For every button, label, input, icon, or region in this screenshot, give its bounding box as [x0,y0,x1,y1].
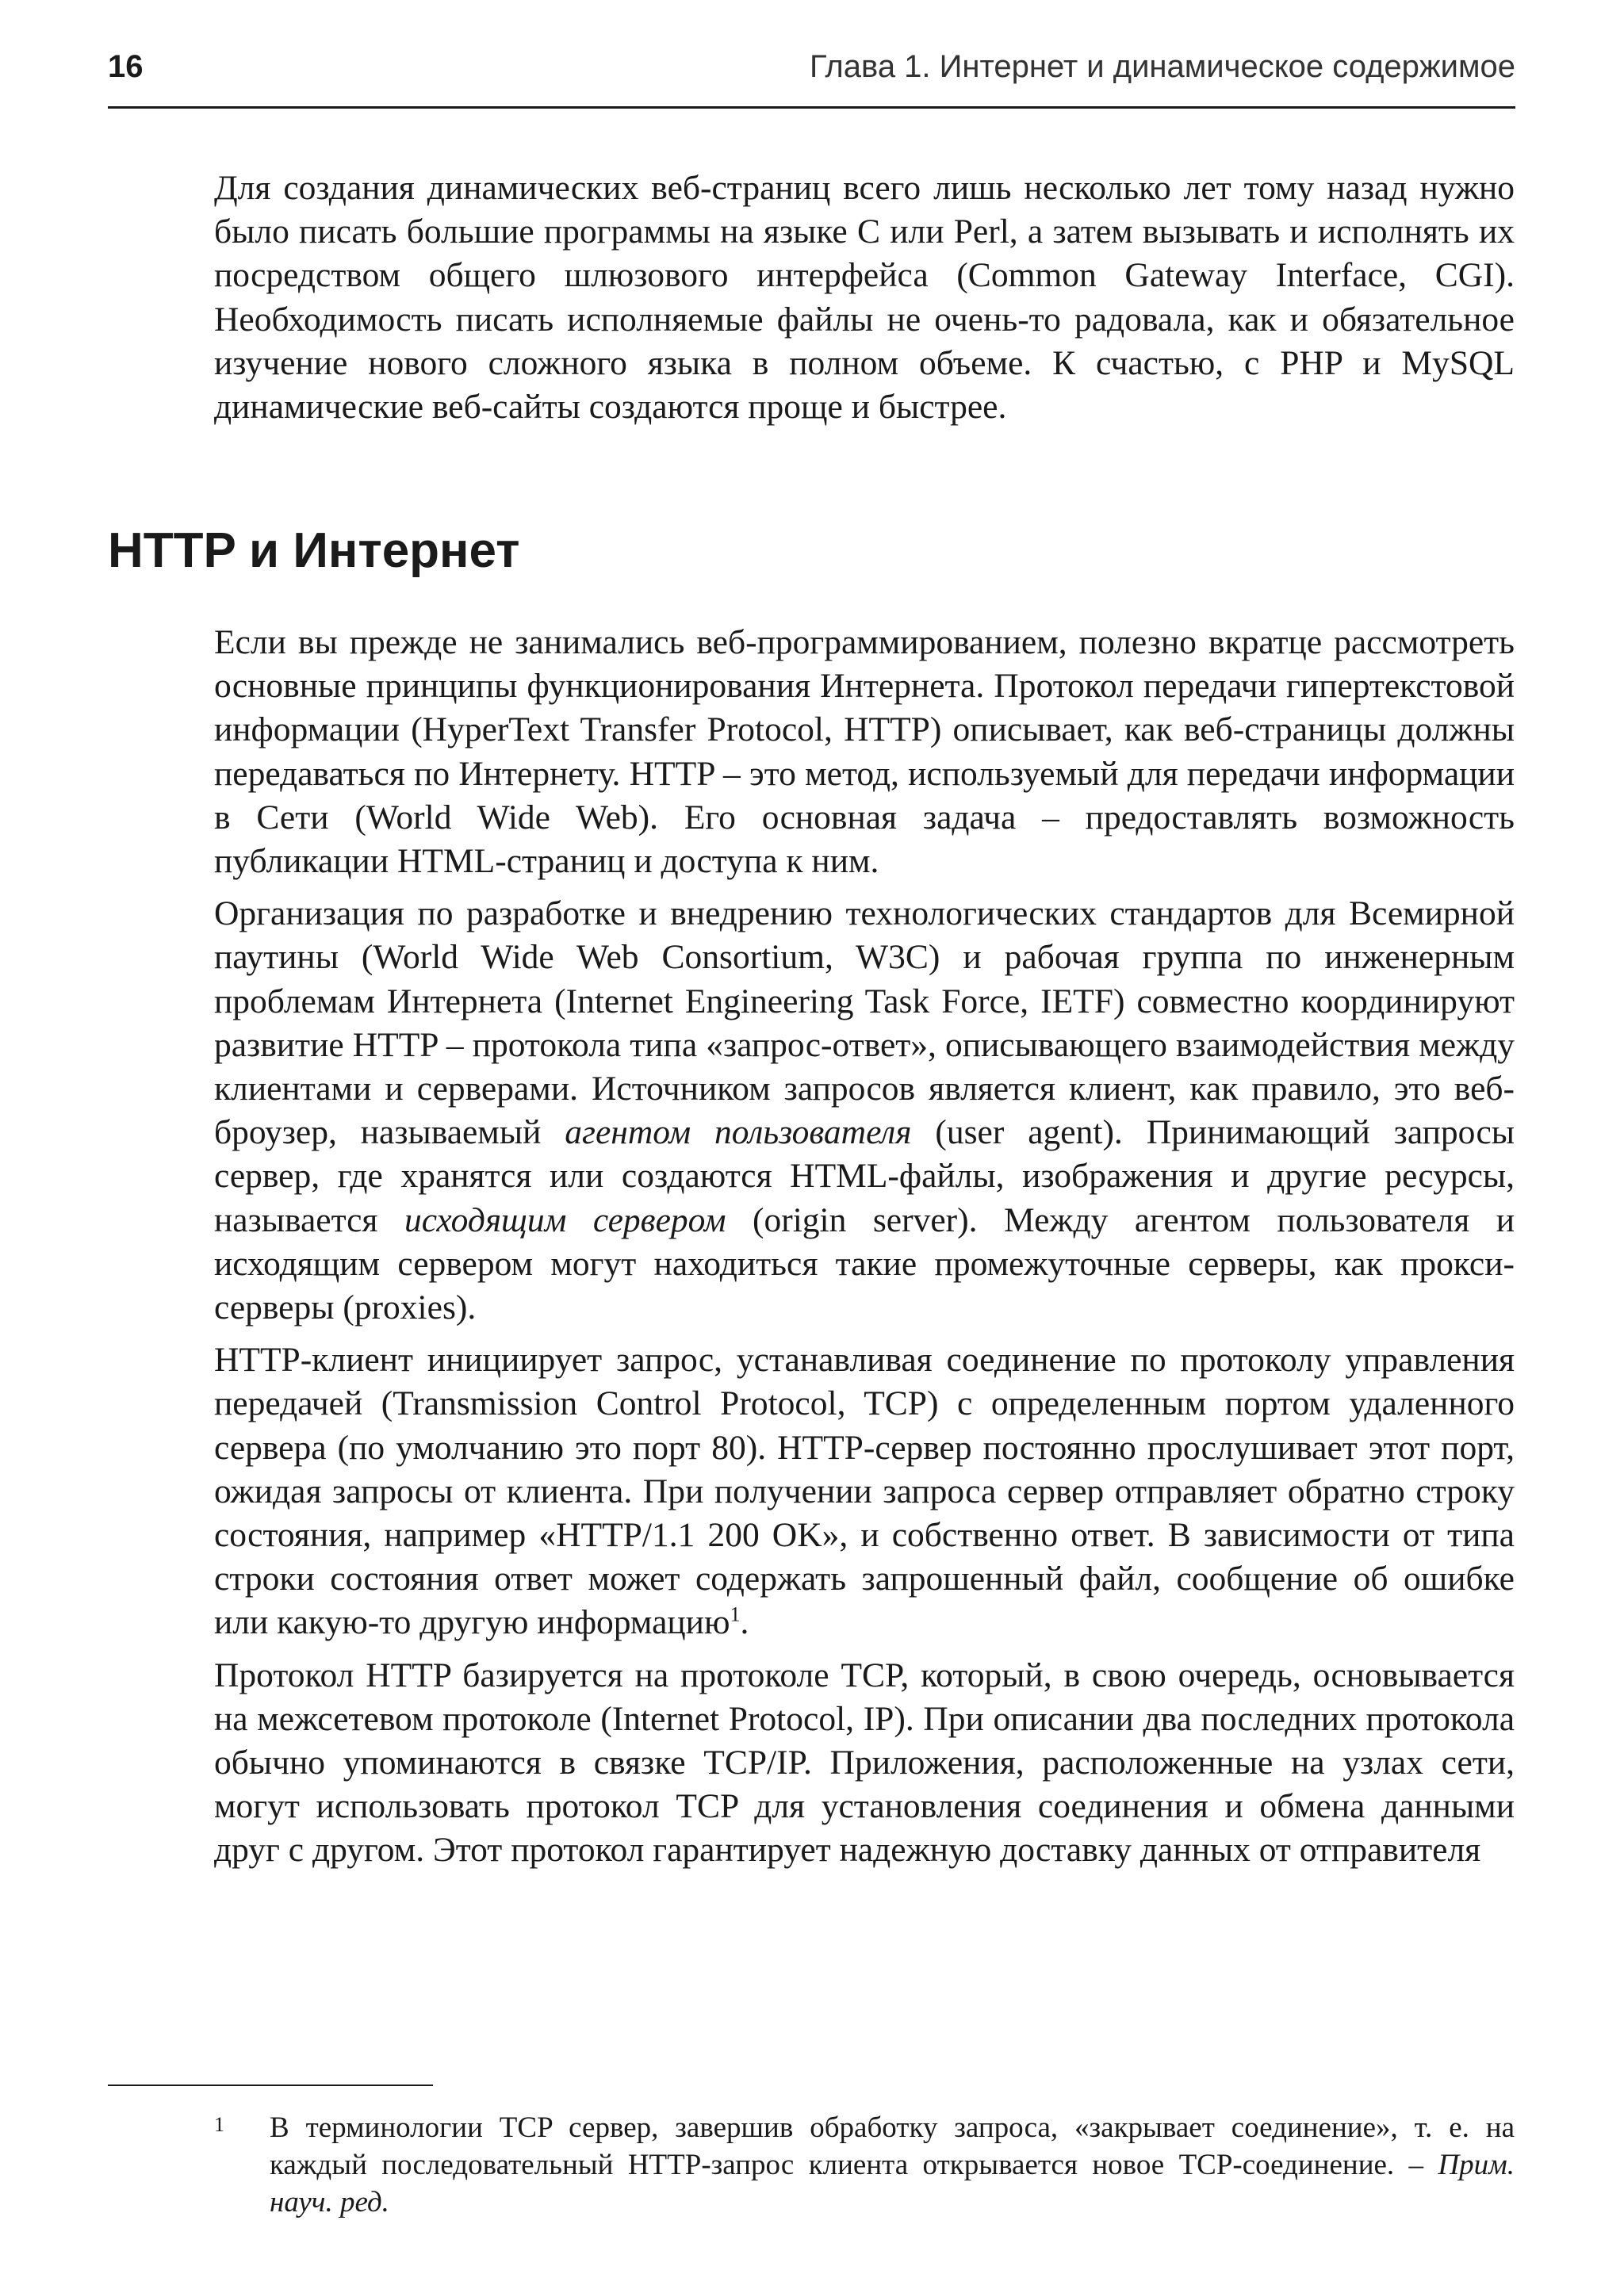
paragraph-http-client [214,1338,1515,1644]
footnote-rule [108,2084,433,2086]
paragraph-w3c-ietf-part3: (origin server). Между агентом пользователя и исходящим сервером могут находиться такие промежуточные серверы, как прокси-серверы (proxies). [214,1200,1515,1327]
intro-paragraph: Для создания динамических веб-страниц всего лишь несколько лет тому назад нужно было писать большие программы на языке C или Perl, а затем вызывать и исполнять их посредством общего шлюзового интерфейса (Common Gateway Interface, CGI). Необходимость писать исполняемые файлы не очень-то радовала, как и обязательное изучение нового сложного языка в полном объеме. К счастью, с PHP и MySQL динамические веб-сайты создаются проще и быстрее. [214,169,1515,427]
paragraph-http-overview: Если вы прежде не занимались веб-программированием, полезно вкратце рассмотреть основные принципы функционирования Интернета. Протокол передачи гипертекстовой информации (HyperText Transfer Protocol, HTTP) описывает, как веб-страницы должны передаваться по Интернету. HTTP – это метод, используемый для передачи информации в Сети (World Wide Web). Его основная задача – предоставлять возможность публикации HTML-страниц и доступа к ним. [214,623,1515,881]
paragraph-tcp-ip: Протокол HTTP базируется на протоколе TCP, который, в свою очередь, основывается на межсетевом протоколе (Internet Protocol, IP). При описании два последних протокола обычно упоминаются в связке TCP/IP. Приложения, расположенные на узлах сети, могут использовать протокол TCP для установления соединения и обмена данными друг с другом. Этот протокол гарантирует надежную доставку данных от отправителя [214,1656,1515,1870]
running-head: Глава 1. Интернет и динамическое содержимое [810,49,1515,84]
term-user-agent: агентом пользователя [565,1113,912,1152]
footnote-reference[interactable]: 1 [730,1602,741,1626]
page-header [108,49,1515,97]
footnote-text [270,2109,1515,2221]
paragraph-w3c-ietf-part1: Организация по разработке и внедрению технологических стандартов для Всемирной паутины (World Wide Web Consortium, W3C) и рабочая группа по инженерным проблемам Интернета (Internet Engineering Task Force, IETF) совместно координируют развитие HTTP – протокола типа «запрос-ответ», описывающего взаимодействия между клиентами и серверами. Источником запросов является клиент, как правило, это веб-броузер, называемый [214,894,1515,1152]
section-title: HTTP и Интернет [108,523,520,578]
paragraph-w3c-ietf [214,892,1515,1330]
page-number: 16 [108,49,144,84]
paragraph-w3c-ietf-part2: (user agent). Принимающий запросы сервер, где хранятся или создаются HTML-файлы, изображения и другие ресурсы, называется [214,1113,1515,1239]
intro-text [214,167,1515,429]
section-body [214,621,1515,1873]
footnote-body: В терминологии TCP сервер, завершив обработку запроса, «закрывает соединение», т. е. на каждый последовательный HTTP-запрос клиента открывается новое TCP-соединение. – [270,2111,1515,2181]
paragraph-http-client-end: . [740,1603,749,1642]
footnote-mark: 1 [214,2113,224,2136]
term-origin-server: исходящим сервером [404,1200,726,1239]
footnote [214,2109,1515,2221]
header-rule [108,106,1515,109]
paragraph-http-client-text: HTTP-клиент инициирует запрос, устанавливая соединение по протоколу управления передачей (Transmission Control Protocol, TCP) с определенным портом удаленного сервера (по умолчанию это порт 80). HTTP-сервер постоянно прослушивает этот порт, ожидая запросы от клиента. При получении запроса сервер отправляет обратно строку состояния, например «HTTP/1.1 200 OK», и собственно ответ. В зависимости от типа строки состояния ответ может содержать запрошенный файл, сообщение об ошибке или какую-то другую информацию [214,1341,1515,1642]
footnote-editor-note: Прим. науч. ред. [270,2149,1515,2218]
